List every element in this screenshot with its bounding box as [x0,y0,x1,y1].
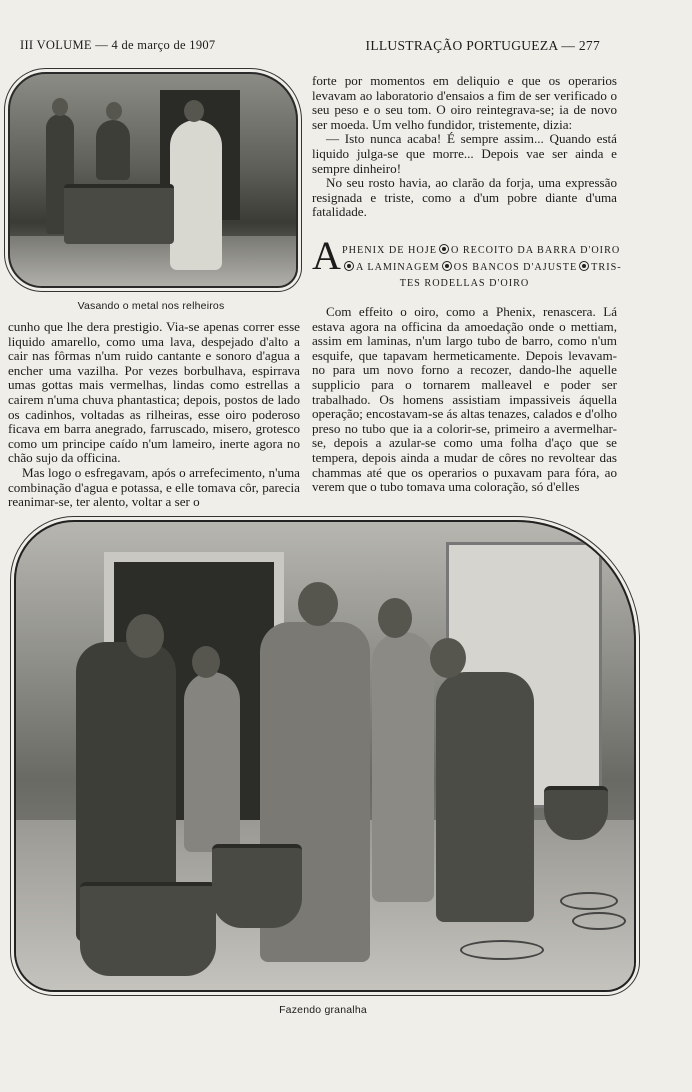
ornament-separator-icon [439,244,449,254]
paragraph: No seu rosto havia, ao clarão da forja, uma expressão resignada e triste, como a d'um pobre diante d'uma fatalidade. [312,175,617,220]
caption-top-photo: Vasando o metal nos relheiros [77,300,225,312]
heading-line-3: TES RODELLAS D'OIRO [399,278,530,289]
running-head [20,38,600,56]
right-column-bottom [312,305,617,495]
running-head-volume-date: III VOLUME — 4 de março de 1907 [20,38,216,52]
crucible [212,844,302,928]
bucket [544,786,608,840]
section-heading [312,233,622,294]
worker-head [192,646,220,678]
worker-figure [96,120,130,180]
heading-item: OS BANCOS D'AJUSTE [453,262,578,273]
ornament-separator-icon [442,261,452,271]
worker-head [378,598,412,638]
worker-head [184,100,204,122]
heading-line-1 [342,244,621,256]
worker-head [52,98,68,116]
heading-item: A LAMINAGEM [356,262,440,273]
heading-item: O RECOITO DA BARRA D'OIRO [450,245,621,256]
paragraph: — Isto nunca acaba! É sempre assim... Quando está liquido julga-se que morre... Depois vae ser ainda e sempre dinheiro! [312,131,617,176]
cauldron [80,882,216,976]
worker-head [298,582,338,626]
photo-fazendo-granalha [14,520,636,992]
worker-figure [184,672,240,852]
worker-figure [372,632,434,902]
ornament-separator-icon [344,261,354,271]
photo-vasando-metal [8,72,298,288]
left-column [8,320,300,510]
coin-ornament-icon [460,940,544,960]
worker-apron-figure [170,120,222,270]
worker-head [126,614,164,658]
heading-item: PHENIX DE HOJE [342,245,437,256]
ornament-separator-icon [579,261,589,271]
right-column-top [312,74,617,220]
drop-cap: A [312,233,341,278]
paragraph: cunho que lhe dera prestigio. Via-se apenas correr esse liquido amarello, como uma lava, despejado d'alto a cair nas fôrmas n'um ruido cantante e sonoro d'agua a encher uma vazilha. Por vezes borbulhava, espirrava umas gottas mais vermelhas, lindas como estrellas a cairem n'uma chuva phantastica; depois, postos de lado os cadinhos, voltadas as rilheiras, esse oiro poderoso ficava em barra anegrado, farruscado, misero, grotesco como um principe caído n'um lameiro, inerte agora no chão sujo da officina. [8,319,300,466]
running-head-title-page: ILLUSTRAÇÃO PORTUGUEZA — 277 [365,38,600,53]
heading-item: TRIS- [591,262,622,273]
paragraph: forte por momentos em deliquio e que os operarios levavam ao laboratorio d'ensaios a fim de ser verificado o seu peso e o seu tom. O oiro reintegrava-se; ia de novo ser moeda. Um velho fundidor, tristemente, dizia: [312,73,617,132]
coin-ornament-icon [560,892,618,910]
ingot-cart [64,184,174,244]
coin-ornament-icon [572,912,626,930]
worker-head [430,638,466,678]
caption-bottom-photo: Fazendo granalha [279,1004,367,1016]
paragraph: Mas logo o esfregavam, após o arrefecimento, n'uma combinação d'agua e potassa, e elle tomava côr, parecia reanimar-se, ter alento, voltar a ser o [8,464,300,510]
paragraph: Com effeito o oiro, como a Phenix, renascera. Lá estava agora na officina da amoedação onde o mettiam, assim em laminas, n'um largo tubo de barro, como n'um esquife, que tapavam hermeticamente. Depois levavam-no para um novo forno a recozer, dando-lhe aquelle supplicio para o tornarem malleavel e poder ser trabalhado. Os homens assistiam impassiveis áquella operação; encostavam-se ás altas tenazes, calados e d'olho preso no tubo que ia a colorir-se, primeiro a avermelhar-se, depois a azular-se como uma folha d'aço que se tempera, depois ainda a mudar de côres no revoltear das chammas até que os operarios o puxavam para fóra, ao verem que o tubo tomava uma coloração, só d'elles [312,304,617,495]
worker-head [106,102,122,120]
heading-line-2 [342,261,622,273]
worker-figure [436,672,534,922]
